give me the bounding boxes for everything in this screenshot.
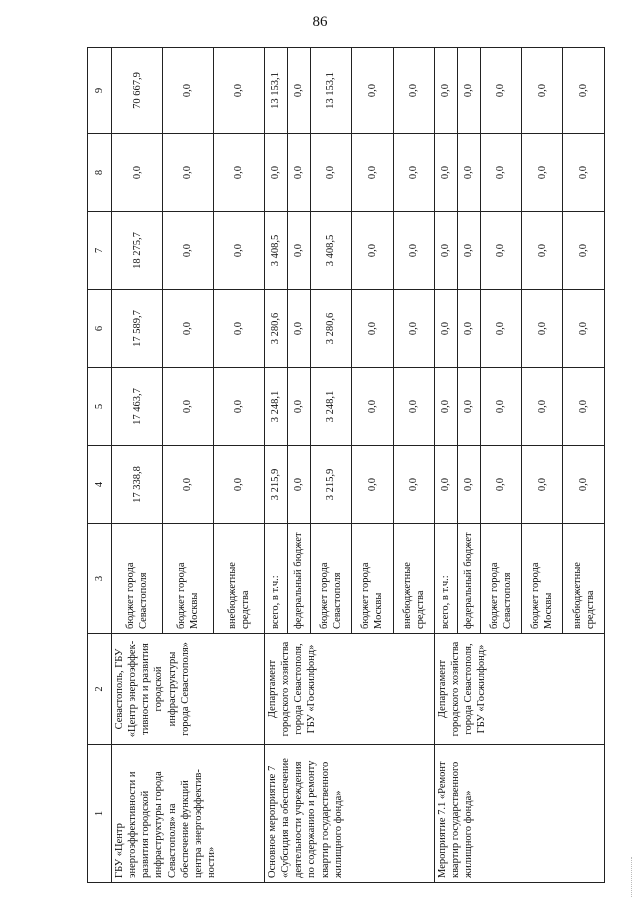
amount-cell: 0,0 [214, 368, 265, 446]
amount-cell: 0,0 [563, 48, 605, 134]
page-number: 86 [312, 14, 328, 30]
table-row [434, 48, 457, 883]
funding-source-cell: бюджет города Москвы [163, 524, 214, 634]
amount-cell: 0,0 [480, 446, 521, 524]
amount-cell: 0,0 [265, 134, 288, 212]
amount-cell: 3 280,6 [310, 290, 351, 368]
column-number: 7 [88, 212, 112, 290]
column-number-row [88, 48, 112, 883]
budget-table [87, 47, 605, 883]
funding-source-cell: всего, в т.ч.: [265, 524, 288, 634]
amount-cell: 3 408,5 [265, 212, 288, 290]
amount-cell: 0,0 [163, 368, 214, 446]
amount-cell: 0,0 [563, 134, 605, 212]
funding-source-cell: всего, в т.ч.: [434, 524, 457, 634]
amount-cell: 0,0 [563, 290, 605, 368]
funding-source-cell: бюджет города Москвы [352, 524, 393, 634]
amount-cell: 0,0 [457, 368, 480, 446]
amount-cell: 0,0 [287, 368, 310, 446]
amount-cell: 3 408,5 [310, 212, 351, 290]
table-row [112, 48, 163, 883]
column-number: 1 [88, 745, 112, 883]
amount-cell: 0,0 [214, 48, 265, 134]
column-number: 9 [88, 48, 112, 134]
amount-cell: 17 463,7 [112, 368, 163, 446]
funding-source-cell: бюджет города Севастополя [480, 524, 521, 634]
executor-cell: Севастополь, ГБУ «Центр энергоэффек-тивности и развития городской инфраструктуры города Севастополя» [112, 634, 265, 745]
amount-cell: 0,0 [393, 368, 434, 446]
amount-cell: 3 280,6 [265, 290, 288, 368]
funding-source-cell: внебюджетные средства [393, 524, 434, 634]
amount-cell: 0,0 [457, 290, 480, 368]
amount-cell: 0,0 [352, 134, 393, 212]
amount-cell: 0,0 [434, 48, 457, 134]
amount-cell: 0,0 [434, 446, 457, 524]
table-row [265, 48, 288, 883]
amount-cell: 0,0 [480, 290, 521, 368]
column-number: 2 [88, 634, 112, 745]
amount-cell: 0,0 [163, 290, 214, 368]
amount-cell: 0,0 [480, 212, 521, 290]
amount-cell: 0,0 [287, 48, 310, 134]
executor-cell: Департамент городского хозяйства города Севастополя, ГБУ «Госжилфонд» [434, 634, 604, 745]
amount-cell: 0,0 [163, 212, 214, 290]
amount-cell: 0,0 [287, 290, 310, 368]
funding-source-cell: федеральный бюджет [457, 524, 480, 634]
amount-cell: 0,0 [214, 134, 265, 212]
column-number: 3 [88, 524, 112, 634]
amount-cell: 0,0 [563, 446, 605, 524]
amount-cell: 18 275,7 [112, 212, 163, 290]
amount-cell: 0,0 [163, 48, 214, 134]
funding-source-cell: бюджет города Севастополя [112, 524, 163, 634]
amount-cell: 0,0 [480, 48, 521, 134]
amount-cell: 0,0 [522, 48, 563, 134]
amount-cell: 0,0 [163, 134, 214, 212]
scan-edge-mark [631, 857, 638, 897]
amount-cell: 0,0 [352, 290, 393, 368]
column-number: 5 [88, 368, 112, 446]
funding-source-cell: внебюджетные средства [563, 524, 605, 634]
amount-cell: 0,0 [522, 446, 563, 524]
program-cell: Основное мероприятие 7 «Субсидия на обеспечение деятельности учреждения по содержанию и ремонту квартир государственного жилищного фонда» [265, 745, 435, 883]
program-cell: Мероприятие 7.1 «Ремонт квартир государственного жилищного фонда» [434, 745, 604, 883]
funding-source-cell: бюджет города Севастополя [310, 524, 351, 634]
amount-cell: 0,0 [287, 446, 310, 524]
funding-source-cell: бюджет города Москвы [522, 524, 563, 634]
amount-cell: 0,0 [287, 134, 310, 212]
amount-cell: 13 153,1 [310, 48, 351, 134]
amount-cell: 0,0 [393, 212, 434, 290]
amount-cell: 0,0 [457, 134, 480, 212]
amount-cell: 0,0 [522, 368, 563, 446]
program-cell: ГБУ «Центр энергоэффективности и развития городской инфраструктуры города Севастополя» на обеспечение функций центра энергоэффектив-ности» [112, 745, 265, 883]
amount-cell: 0,0 [434, 368, 457, 446]
amount-cell: 17 338,8 [112, 446, 163, 524]
amount-cell: 13 153,1 [265, 48, 288, 134]
amount-cell: 0,0 [522, 134, 563, 212]
amount-cell: 0,0 [352, 368, 393, 446]
amount-cell: 0,0 [522, 212, 563, 290]
amount-cell: 3 248,1 [310, 368, 351, 446]
amount-cell: 0,0 [214, 446, 265, 524]
column-number: 6 [88, 290, 112, 368]
amount-cell: 0,0 [434, 134, 457, 212]
amount-cell: 3 248,1 [265, 368, 288, 446]
amount-cell: 0,0 [522, 290, 563, 368]
amount-cell: 0,0 [563, 212, 605, 290]
amount-cell: 0,0 [352, 48, 393, 134]
amount-cell: 0,0 [480, 368, 521, 446]
funding-source-cell: внебюджетные средства [214, 524, 265, 634]
amount-cell: 0,0 [287, 212, 310, 290]
amount-cell: 0,0 [457, 48, 480, 134]
amount-cell: 3 215,9 [310, 446, 351, 524]
amount-cell: 0,0 [393, 446, 434, 524]
column-number: 8 [88, 134, 112, 212]
amount-cell: 0,0 [352, 212, 393, 290]
table-body [88, 48, 605, 883]
amount-cell: 0,0 [457, 212, 480, 290]
amount-cell: 0,0 [563, 368, 605, 446]
executor-cell: Департамент городского хозяйства города Севастополя, ГБУ «Госжилфонд» [265, 634, 435, 745]
amount-cell: 0,0 [214, 290, 265, 368]
amount-cell: 17 589,7 [112, 290, 163, 368]
rotated-table-container [87, 48, 605, 883]
amount-cell: 0,0 [393, 290, 434, 368]
funding-source-cell: федеральный бюджет [287, 524, 310, 634]
amount-cell: 70 667,9 [112, 48, 163, 134]
amount-cell: 0,0 [352, 446, 393, 524]
amount-cell: 0,0 [434, 290, 457, 368]
column-number: 4 [88, 446, 112, 524]
amount-cell: 0,0 [393, 134, 434, 212]
amount-cell: 0,0 [310, 134, 351, 212]
amount-cell: 3 215,9 [265, 446, 288, 524]
amount-cell: 0,0 [434, 212, 457, 290]
amount-cell: 0,0 [163, 446, 214, 524]
amount-cell: 0,0 [393, 48, 434, 134]
amount-cell: 0,0 [480, 134, 521, 212]
amount-cell: 0,0 [214, 212, 265, 290]
amount-cell: 0,0 [457, 446, 480, 524]
amount-cell: 0,0 [112, 134, 163, 212]
